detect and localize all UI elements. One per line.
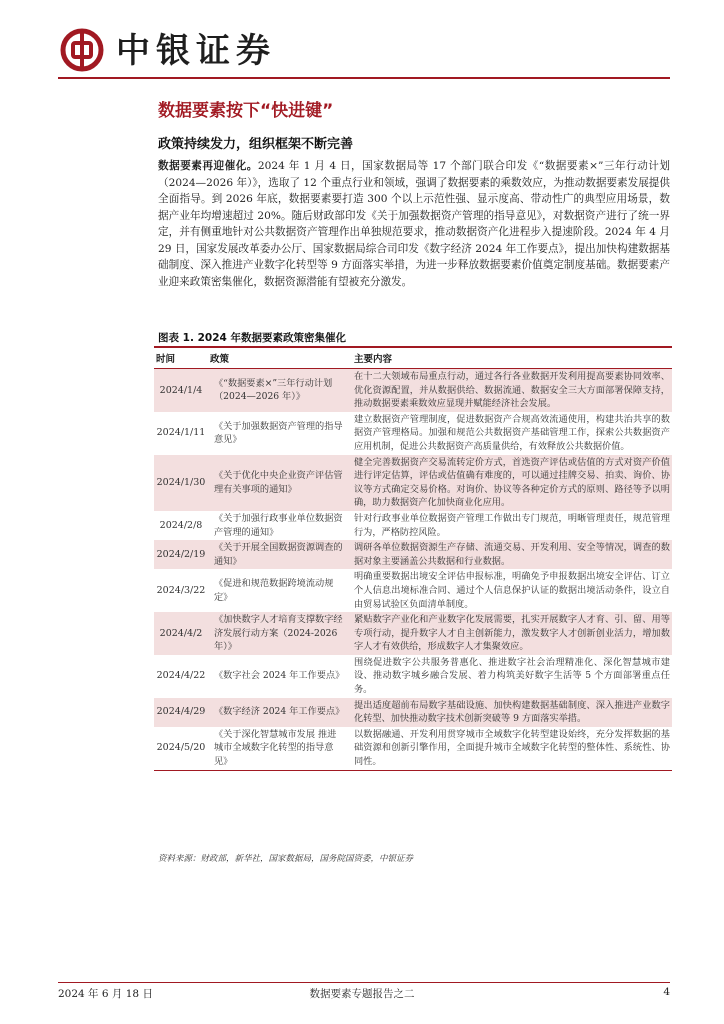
table-row	[154, 612, 672, 655]
footer-date: 2024 年 6 月 18 日	[58, 988, 153, 1000]
content-cell: 针对行政事业单位数据资产管理工作做出专门规范，明晰管理责任，规范管理行为，严格防控风险。	[352, 511, 672, 540]
footer-report-name: 数据要素专题报告之二	[309, 988, 415, 1000]
policy-table-container	[154, 346, 672, 771]
page-number: 4	[663, 986, 670, 998]
policy-cell: 《关于加强行政事业单位数据资产管理的通知》	[208, 511, 352, 540]
footer-divider	[58, 982, 670, 983]
header-policy: 政策	[208, 347, 352, 369]
date-cell: 2024/2/19	[154, 540, 208, 569]
table-row	[154, 369, 672, 412]
main-title: 数据要素按下“快进键”	[158, 101, 334, 121]
date-cell: 2024/4/2	[154, 612, 208, 655]
body-paragraph	[158, 158, 670, 290]
header-divider	[58, 77, 670, 79]
bank-of-china-logo	[60, 28, 104, 72]
table-row	[154, 412, 672, 455]
figure-title: 图表 1. 2024 年数据要素政策密集催化	[158, 332, 346, 344]
date-cell: 2024/1/30	[154, 455, 208, 511]
table-row	[154, 727, 672, 770]
content-cell: 在十二大领域布局重点行动，通过各行各业数据开发利用提高要素协同效率、优化资源配置，并从数据供给、数据流通、数据安全三大方面部署保障支持，推动数据要素乘数效应显现并赋能经济社会发展。	[352, 369, 672, 412]
policy-table	[154, 346, 672, 771]
policy-cell: 《数字经济 2024 年工作要点》	[208, 698, 352, 727]
table-header-row	[154, 347, 672, 369]
table-row	[154, 698, 672, 727]
policy-cell: 《关于优化中央企业资产评估管理有关事项的通知》	[208, 455, 352, 511]
page-header	[0, 0, 724, 80]
date-cell: 2024/5/20	[154, 727, 208, 770]
policy-cell: 《数字社会 2024 年工作要点》	[208, 655, 352, 698]
paragraph-lead: 数据要素再迎催化。	[158, 160, 258, 172]
content-cell: 明确重要数据出境安全评估申报标准，明确免予申报数据出境安全评估、订立个人信息出境标准合同、通过个人信息保护认证的数据出境活动条件，设立自由贸易试验区负面清单制度。	[352, 569, 672, 612]
date-cell: 2024/4/22	[154, 655, 208, 698]
date-cell: 2024/3/22	[154, 569, 208, 612]
content-cell: 建立数据资产管理制度，促进数据资产合规高效流通使用，构建共治共享的数据资产管理格局。加强和规范公共数据资产基础管理工作，探索公共数据资产应用机制，促进公共数据资产高质量供给，有效释放公共数据价值。	[352, 412, 672, 455]
content-cell: 调研各单位数据资源生产存储、流通交易、开发利用、安全等情况，调查的数据对象主要涵盖公共数据和行业数据。	[352, 540, 672, 569]
content-cell: 以数据融通、开发利用贯穿城市全域数字化转型建设始终，充分发挥数据的基础资源和创新引擎作用，全面提升城市全域数字化转型的整体性、系统性、协同性。	[352, 727, 672, 770]
content-cell: 健全完善数据资产交易流转定价方式，首选资产评估或估值的方式对资产价值进行评定估算，评估或估值确有难度的，可以通过挂牌交易、拍卖、询价、协议等方式确定交易价格。对询价、协议等各种定价方式的原则、路径等予以明确，助力数据资产化加快商业化应用。	[352, 455, 672, 511]
date-cell: 2024/1/4	[154, 369, 208, 412]
table-row	[154, 455, 672, 511]
table-row	[154, 569, 672, 612]
paragraph-body: 2024 年 1 月 4 日，国家数据局等 17 个部门联合印发《“数据要素×”三年行动计划（2024—2026 年）》，选取了 12 个重点行业和领域，强调了数据要素的乘数效应，为推动数据要素发展提供全面指导。到 2026 年底，数据要素要打造 300 个以上示范性强、显示度高、带动性广的典型应用场景，数据产业年均增速超过 20%。随后财政部印发《关于加强数据资产管理的指导意见》，对数据资产进行了统一界定，并有侧重地针对公共数据资产管理作出单独规范要求，推动数据资产化进程步入提速阶段。2024 年 4 月 29 日，国家发展改革委办公厅、国家数据局综合司印发《数字经济 2024 年工作要点》，提出加快构建数据基础制度、深入推进产业数字化转型等 9 方面落实举措，为进一步释放数据要素价值奠定制度基础。数据要素产业迎来政策密集催化，数据资源潜能有望被充分激发。	[158, 160, 671, 288]
source-note: 资料来源：财政部，新华社，国家数据局，国务院国资委，中银证券	[158, 854, 414, 864]
policy-cell: 《“数据要素×”三年行动计划（2024—2026 年）》	[208, 369, 352, 412]
content-cell: 围绕促进数字公共服务普惠化、推进数字社会治理精准化、深化智慧城市建设、推动数字城乡融合发展、着力构筑美好数字生活等 5 个方面部署重点任务。	[352, 655, 672, 698]
brand-name: 中银证券	[116, 31, 276, 71]
date-cell: 2024/4/29	[154, 698, 208, 727]
content-cell: 紧贴数字产业化和产业数字化发展需要，扎实开展数字人才育、引、留、用等专项行动，提升数字人才自主创新能力，激发数字人才创新创业活力，增加数字人才有效供给，形成数字人才集聚效应。	[352, 612, 672, 655]
table-row	[154, 511, 672, 540]
table-body	[154, 369, 672, 771]
date-cell: 2024/1/11	[154, 412, 208, 455]
table-row	[154, 540, 672, 569]
header-date: 时间	[154, 347, 208, 369]
policy-cell: 《加快数字人才培育支撑数字经济发展行动方案（2024-2026 年）》	[208, 612, 352, 655]
header-content: 主要内容	[352, 347, 672, 369]
table-row	[154, 655, 672, 698]
policy-cell: 《关于开展全国数据资源调查的通知》	[208, 540, 352, 569]
policy-cell: 《促进和规范数据跨境流动规定》	[208, 569, 352, 612]
content-cell: 提出适度超前布局数字基础设施、加快构建数据基础制度、深入推进产业数字化转型、加快推动数字技术创新突破等 9 方面落实举措。	[352, 698, 672, 727]
policy-cell: 《关于加强数据资产管理的指导意见》	[208, 412, 352, 455]
date-cell: 2024/2/8	[154, 511, 208, 540]
policy-cell: 《关于深化智慧城市发展 推进城市全域数字化转型的指导意见》	[208, 727, 352, 770]
section-title: 政策持续发力，组织框架不断完善	[158, 137, 354, 152]
